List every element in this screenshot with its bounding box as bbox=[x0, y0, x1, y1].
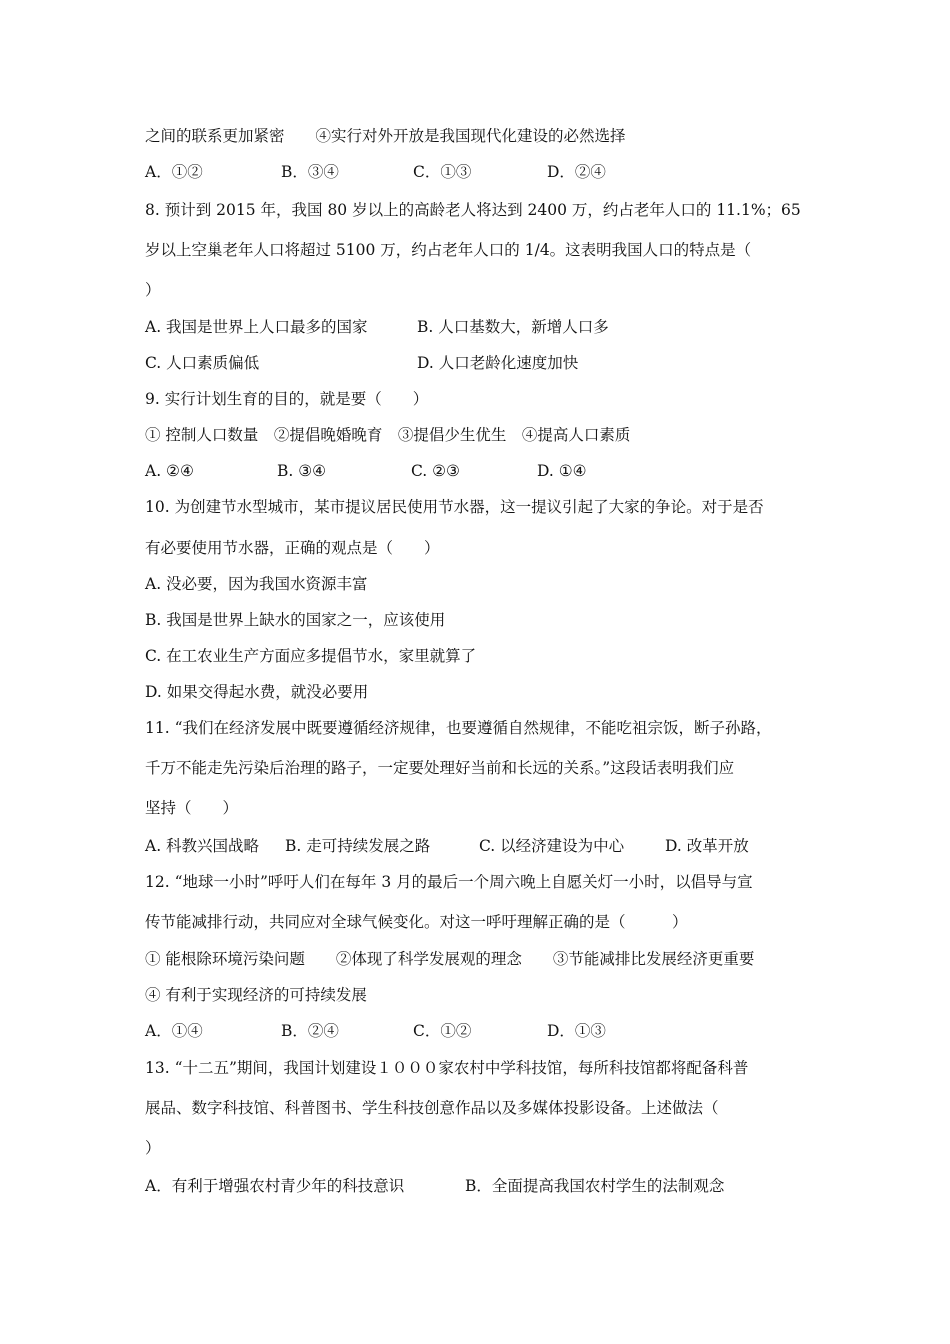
q8-stem-line3: ） bbox=[145, 281, 161, 299]
q12-items-line1: ① 能根除环境污染问题 ②体现了科学发展观的理念 ③节能减排比发展经济更重要 bbox=[145, 950, 755, 968]
q11-stem-line1: 11. “我们在经济发展中既要遵循经济规律，也要遵循自然规律，不能吃祖宗饭，断子孙路， bbox=[145, 719, 772, 737]
prev-question-continuation: 之间的联系更加紧密 ④实行对外开放是我国现代化建设的必然选择 bbox=[145, 127, 626, 145]
q8-stem-line2: 岁以上空巢老年人口将超过 5100 万，约占老年人口的 1/4。这表明我国人口的特点是（ bbox=[145, 241, 752, 259]
q9-option-b: B. ③④ bbox=[277, 462, 327, 480]
q11-option-d: D. 改革开放 bbox=[665, 837, 749, 855]
q13-option-b: B．全面提高我国农村学生的法制观念 bbox=[465, 1177, 725, 1195]
option-c: C．①③ bbox=[413, 163, 472, 181]
option-b: B．③④ bbox=[281, 163, 339, 181]
q8-option-d: D. 人口老龄化速度加快 bbox=[417, 354, 579, 372]
q8-option-a: A. 我国是世界上人口最多的国家 bbox=[145, 318, 368, 336]
q10-option-d: D. 如果交得起水费，就没必要用 bbox=[145, 683, 369, 701]
q9-stem: 9. 实行计划生育的目的，就是要（ ） bbox=[145, 390, 429, 408]
q9-items: ① 控制人口数量 ②提倡晚婚晚育 ③提倡少生优生 ④提高人口素质 bbox=[145, 426, 631, 444]
q9-option-c: C. ②③ bbox=[411, 462, 460, 480]
q9-option-a: A. ②④ bbox=[145, 462, 194, 480]
q12-option-d: D．①③ bbox=[547, 1022, 606, 1040]
q10-stem-line2: 有必要使用节水器，正确的观点是（ ） bbox=[145, 539, 440, 557]
q11-option-a: A. 科教兴国战略 bbox=[145, 837, 260, 855]
q13-stem-line3: ） bbox=[145, 1139, 161, 1157]
q10-option-c: C. 在工农业生产方面应多提倡节水，家里就算了 bbox=[145, 647, 477, 665]
q12-stem-line2: 传节能减排行动，共同应对全球气候变化。对这一呼吁理解正确的是（ ） bbox=[145, 913, 688, 931]
q11-stem-line3: 坚持（ ） bbox=[145, 799, 239, 817]
q12-option-c: C．①② bbox=[413, 1022, 472, 1040]
q13-stem-line2: 展品、数字科技馆、科普图书、学生科技创意作品以及多媒体投影设备。上述做法（ bbox=[145, 1099, 719, 1117]
q13-stem-line1: 13. “十二五”期间，我国计划建设１０００家农村中学科技馆，每所科技馆都将配备科普 bbox=[145, 1059, 749, 1077]
q10-option-b: B. 我国是世界上缺水的国家之一，应该使用 bbox=[145, 611, 446, 629]
option-a: A．①② bbox=[145, 163, 203, 181]
q12-stem-line1: 12. “地球一小时”呼吁人们在每年 3 月的最后一个周六晚上自愿关灯一小时，以倡导与宣 bbox=[145, 873, 753, 891]
q11-option-b: B. 走可持续发展之路 bbox=[285, 837, 431, 855]
q9-option-d: D. ①④ bbox=[537, 462, 587, 480]
q10-option-a: A. 没必要，因为我国水资源丰富 bbox=[145, 575, 368, 593]
q8-stem-line1: 8. 预计到 2015 年，我国 80 岁以上的高龄老人将达到 2400 万，约占老年人口的 11.1%；65 bbox=[145, 201, 801, 219]
q12-option-a: A．①④ bbox=[145, 1022, 203, 1040]
option-d: D．②④ bbox=[547, 163, 606, 181]
q13-option-a: A．有利于增强农村青少年的科技意识 bbox=[145, 1177, 405, 1195]
q12-option-b: B．②④ bbox=[281, 1022, 339, 1040]
q13-options bbox=[145, 1176, 725, 1256]
q12-items-line2: ④ 有利于实现经济的可持续发展 bbox=[145, 986, 367, 1004]
q8-option-c: C. 人口素质偏低 bbox=[145, 354, 260, 372]
q8-option-b: B. 人口基数大，新增人口多 bbox=[417, 318, 609, 336]
q10-stem-line1: 10. 为创建节水型城市，某市提议居民使用节水器，这一提议引起了大家的争论。对于是否 bbox=[145, 498, 764, 516]
q11-option-c: C. 以经济建设为中心 bbox=[479, 837, 625, 855]
q11-stem-line2: 千万不能走先污染后治理的路子，一定要处理好当前和长远的关系。”这段话表明我们应 bbox=[145, 759, 735, 777]
